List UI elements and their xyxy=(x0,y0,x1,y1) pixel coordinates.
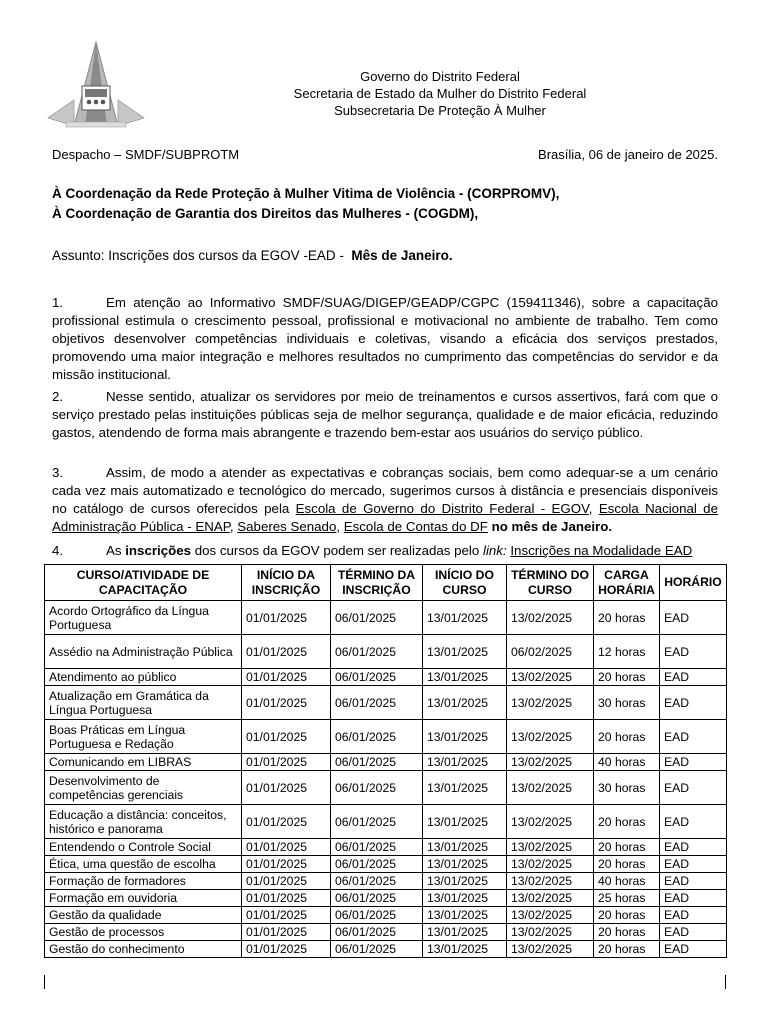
cell-course-name: Educação a distância: conceitos, histórico e panorama xyxy=(45,805,242,839)
col-header-enroll-start: INÍCIO DA INSCRIÇÃO xyxy=(242,565,331,601)
cell-enroll-end: 06/01/2025 xyxy=(331,754,423,771)
paragraph-bold-end: no mês de Janeiro. xyxy=(491,519,613,534)
paragraph-number: 2. xyxy=(52,389,64,404)
link-egov[interactable]: Escola de Governo do Distrito Federal - EGOV xyxy=(295,501,589,516)
cell-course-start: 13/01/2025 xyxy=(423,754,507,771)
cell-schedule: EAD xyxy=(660,907,727,924)
cell-enroll-end: 06/01/2025 xyxy=(331,873,423,890)
table-row xyxy=(45,754,727,771)
cell-course-name: Comunicando em LIBRAS xyxy=(45,754,242,771)
cell-course-end: 13/02/2025 xyxy=(507,771,594,805)
cell-course-end: 13/02/2025 xyxy=(507,856,594,873)
header-secretariat: Secretaria de Estado da Mulher do Distrito Federal xyxy=(293,86,587,101)
table-row xyxy=(45,669,727,686)
cell-workload: 25 horas xyxy=(594,890,660,907)
letterhead xyxy=(200,68,680,119)
cell-course-start: 13/01/2025 xyxy=(423,805,507,839)
courses-table xyxy=(44,564,727,958)
recipients xyxy=(52,184,559,224)
cell-schedule: EAD xyxy=(660,686,727,720)
cell-course-end: 13/02/2025 xyxy=(507,720,594,754)
cell-enroll-end: 06/01/2025 xyxy=(331,635,423,669)
link-saberes-senado[interactable]: Saberes Senado xyxy=(237,519,337,534)
cell-course-name: Gestão de processos xyxy=(45,924,242,941)
col-header-workload: CARGA HORÁRIA xyxy=(594,565,660,601)
cell-schedule: EAD xyxy=(660,771,727,805)
cell-enroll-end: 06/01/2025 xyxy=(331,839,423,856)
cell-course-name: Acordo Ortográfico da Língua Portuguesa xyxy=(45,601,242,635)
separator: , xyxy=(229,519,234,534)
link-escola-contas-df[interactable]: Escola de Contas do DF xyxy=(343,519,488,534)
cell-course-name: Assédio na Administração Pública xyxy=(45,635,242,669)
cell-course-start: 13/01/2025 xyxy=(423,873,507,890)
table-row xyxy=(45,805,727,839)
cell-enroll-start: 01/01/2025 xyxy=(242,754,331,771)
cell-course-start: 13/01/2025 xyxy=(423,856,507,873)
paragraph-text: Assim, de modo a atender as expectativas e cobranças sociais, bem como adequar-se a um cenário cada vez mais automatizado e tecnológico do mercado, sugerimos cursos à distância e presenciais disponíveis no catálogo de cursos oferecidos pela xyxy=(52,465,718,516)
col-header-course-start: INÍCIO DO CURSO xyxy=(423,565,507,601)
cell-enroll-end: 06/01/2025 xyxy=(331,686,423,720)
cell-enroll-start: 01/01/2025 xyxy=(242,669,331,686)
cell-course-start: 13/01/2025 xyxy=(423,686,507,720)
cell-schedule: EAD xyxy=(660,720,727,754)
header-subsecretariat: Subsecretaria De Proteção À Mulher xyxy=(334,103,546,118)
table-row xyxy=(45,771,727,805)
distrito-federal-seal-icon xyxy=(44,40,148,134)
cell-schedule: EAD xyxy=(660,890,727,907)
cell-enroll-start: 01/01/2025 xyxy=(242,941,331,958)
cell-schedule: EAD xyxy=(660,924,727,941)
cell-schedule: EAD xyxy=(660,856,727,873)
paragraph-3 xyxy=(52,464,718,536)
cell-enroll-end: 06/01/2025 xyxy=(331,601,423,635)
cell-course-name: Desenvolvimento de competências gerenciais xyxy=(45,771,242,805)
table-row xyxy=(45,839,727,856)
cell-course-end: 13/02/2025 xyxy=(507,686,594,720)
cell-course-name: Formação em ouvidoria xyxy=(45,890,242,907)
cell-course-end: 13/02/2025 xyxy=(507,754,594,771)
inscricoes-bold: inscrições xyxy=(125,543,192,558)
cell-workload: 20 horas xyxy=(594,941,660,958)
table-row xyxy=(45,686,727,720)
cell-course-end: 13/02/2025 xyxy=(507,873,594,890)
cell-course-end: 13/02/2025 xyxy=(507,924,594,941)
cell-enroll-end: 06/01/2025 xyxy=(331,941,423,958)
paragraph-text: dos cursos da EGOV podem ser realizadas pelo xyxy=(194,543,480,558)
cell-course-start: 13/01/2025 xyxy=(423,635,507,669)
cell-course-name: Formação de formadores xyxy=(45,873,242,890)
subject-line xyxy=(52,248,453,263)
cell-course-end: 13/02/2025 xyxy=(507,890,594,907)
cell-schedule: EAD xyxy=(660,941,727,958)
cell-enroll-end: 06/01/2025 xyxy=(331,924,423,941)
cell-course-start: 13/01/2025 xyxy=(423,941,507,958)
paragraph-4 xyxy=(52,542,718,560)
cell-course-name: Entendendo o Controle Social xyxy=(45,839,242,856)
paragraph-number: 4. xyxy=(52,543,64,558)
cell-enroll-end: 06/01/2025 xyxy=(331,669,423,686)
cell-workload: 20 horas xyxy=(594,924,660,941)
cell-course-start: 13/01/2025 xyxy=(423,907,507,924)
cell-course-start: 13/01/2025 xyxy=(423,601,507,635)
table-row xyxy=(45,890,727,907)
paragraph-number: 1. xyxy=(52,295,64,310)
table-row xyxy=(45,873,727,890)
despacho-id: Despacho – SMDF/SUBPROTM xyxy=(52,147,240,162)
separator: , xyxy=(588,501,593,516)
cell-enroll-start: 01/01/2025 xyxy=(242,686,331,720)
cell-course-end: 06/02/2025 xyxy=(507,635,594,669)
table-row xyxy=(45,635,727,669)
paragraph-text: As xyxy=(106,543,122,558)
cell-enroll-end: 06/01/2025 xyxy=(331,856,423,873)
table-header-row xyxy=(45,565,727,601)
cell-enroll-start: 01/01/2025 xyxy=(242,907,331,924)
cell-course-name: Boas Práticas em Língua Portuguesa e Redação xyxy=(45,720,242,754)
table-row xyxy=(45,720,727,754)
cell-course-end: 13/02/2025 xyxy=(507,941,594,958)
link-enap[interactable]: Escola Nacional de Administração Pública - ENAP xyxy=(52,501,718,534)
subject-month: Mês de Janeiro. xyxy=(351,248,453,263)
paragraph-2 xyxy=(52,388,718,442)
table-row xyxy=(45,907,727,924)
cell-course-start: 13/01/2025 xyxy=(423,839,507,856)
paragraph-number: 3. xyxy=(52,465,64,480)
cell-workload: 20 horas xyxy=(594,669,660,686)
cell-schedule: EAD xyxy=(660,635,727,669)
col-header-course-end: TÉRMINO DO CURSO xyxy=(507,565,594,601)
recipient-cogdm: À Coordenação de Garantia dos Direitos das Mulheres - (COGDM), xyxy=(52,206,479,221)
cell-enroll-start: 01/01/2025 xyxy=(242,890,331,907)
recipient-corpromv: À Coordenação da Rede Proteção à Mulher Vitima de Violência - (CORPROMV), xyxy=(52,186,560,201)
cell-enroll-start: 01/01/2025 xyxy=(242,924,331,941)
cell-course-start: 13/01/2025 xyxy=(423,720,507,754)
header-government: Governo do Distrito Federal xyxy=(360,69,520,84)
table-row xyxy=(45,924,727,941)
cell-schedule: EAD xyxy=(660,805,727,839)
cell-enroll-start: 01/01/2025 xyxy=(242,839,331,856)
cell-course-start: 13/01/2025 xyxy=(423,669,507,686)
cell-course-end: 13/02/2025 xyxy=(507,839,594,856)
cell-course-start: 13/01/2025 xyxy=(423,771,507,805)
cell-course-start: 13/01/2025 xyxy=(423,924,507,941)
cell-workload: 20 horas xyxy=(594,601,660,635)
cell-workload: 30 horas xyxy=(594,686,660,720)
cell-workload: 30 horas xyxy=(594,771,660,805)
document-date: Brasília, 06 de janeiro de 2025. xyxy=(538,147,718,162)
cell-enroll-start: 01/01/2025 xyxy=(242,771,331,805)
cell-course-end: 13/02/2025 xyxy=(507,669,594,686)
cell-course-end: 13/02/2025 xyxy=(507,601,594,635)
cell-course-end: 13/02/2025 xyxy=(507,907,594,924)
cell-enroll-start: 01/01/2025 xyxy=(242,601,331,635)
link-label: link: xyxy=(483,543,507,558)
cell-schedule: EAD xyxy=(660,669,727,686)
cell-enroll-end: 06/01/2025 xyxy=(331,907,423,924)
paragraph-text: Em atenção ao Informativo SMDF/SUAG/DIGEP/GEADP/CGPC (159411346), sobre a capacitação profissional estimula o crescimento pessoal, profissional e motivacional no ambiente de trabalho. Tem como objetivos desenvolver competências individuais e coletivas, visando a eficácia dos serviços prestados, promovendo uma maior integração e melhores resultados no cumprimento das competências do servidor e da missão institucional. xyxy=(52,295,718,382)
table-continuation xyxy=(44,975,726,989)
cell-workload: 20 horas xyxy=(594,839,660,856)
cell-enroll-start: 01/01/2025 xyxy=(242,856,331,873)
paragraph-text: Nesse sentido, atualizar os servidores por meio de treinamentos e cursos assertivos, fará com que o serviço prestado pelas instituições públicas seja de melhor segurança, qualidade e de maior eficácia, reduzindo gastos, atendendo de forma mais abrangente e trazendo bem-estar aos usuários do serviço público. xyxy=(52,389,718,440)
cell-enroll-start: 01/01/2025 xyxy=(242,720,331,754)
col-header-course: CURSO/ATIVIDADE DE CAPACITAÇÃO xyxy=(45,565,242,601)
cell-workload: 40 horas xyxy=(594,873,660,890)
cell-schedule: EAD xyxy=(660,873,727,890)
cell-enroll-start: 01/01/2025 xyxy=(242,635,331,669)
col-header-enroll-end: TÉRMINO DA INSCRIÇÃO xyxy=(331,565,423,601)
cell-course-name: Gestão do conhecimento xyxy=(45,941,242,958)
cell-schedule: EAD xyxy=(660,839,727,856)
cell-workload: 40 horas xyxy=(594,754,660,771)
cell-enroll-start: 01/01/2025 xyxy=(242,805,331,839)
cell-enroll-end: 06/01/2025 xyxy=(331,890,423,907)
cell-schedule: EAD xyxy=(660,601,727,635)
cell-enroll-end: 06/01/2025 xyxy=(331,805,423,839)
cell-workload: 12 horas xyxy=(594,635,660,669)
cell-schedule: EAD xyxy=(660,754,727,771)
paragraph-1 xyxy=(52,294,718,384)
link-inscricoes-ead[interactable]: Inscrições na Modalidade EAD xyxy=(510,543,693,558)
col-header-schedule: HORÁRIO xyxy=(660,565,727,601)
cell-workload: 20 horas xyxy=(594,856,660,873)
cell-enroll-end: 06/01/2025 xyxy=(331,771,423,805)
cell-course-end: 13/02/2025 xyxy=(507,805,594,839)
cell-enroll-start: 01/01/2025 xyxy=(242,873,331,890)
cell-workload: 20 horas xyxy=(594,805,660,839)
cell-course-name: Atendimento ao público xyxy=(45,669,242,686)
table-row xyxy=(45,601,727,635)
cell-course-name: Atualização em Gramática da Língua Portuguesa xyxy=(45,686,242,720)
separator: , xyxy=(336,519,341,534)
subject-prefix: Assunto: Inscrições dos cursos da EGOV -EAD - xyxy=(52,248,344,263)
cell-workload: 20 horas xyxy=(594,907,660,924)
cell-course-name: Ética, uma questão de escolha xyxy=(45,856,242,873)
cell-course-start: 13/01/2025 xyxy=(423,890,507,907)
cell-course-name: Gestão da qualidade xyxy=(45,907,242,924)
cell-enroll-end: 06/01/2025 xyxy=(331,720,423,754)
cell-workload: 20 horas xyxy=(594,720,660,754)
table-row xyxy=(45,856,727,873)
table-row xyxy=(45,941,727,958)
